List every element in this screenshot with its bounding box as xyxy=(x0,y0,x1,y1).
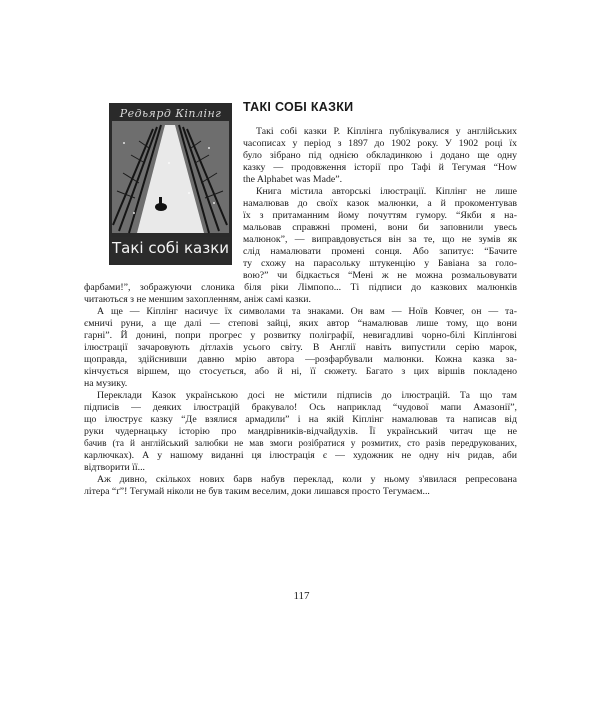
text-line: гарні”. Й донині, попри прогрес у розвитку поліграфії, невигадливі чорно-білі Кіплінгові xyxy=(84,330,517,341)
text-line: фарбами!”, зображуючи слоника біля ріки Лімпопо... Ті підписи до казкових малюнків xyxy=(84,282,517,293)
cover-title-line1: Такі собі xyxy=(111,239,180,257)
text-line: слід намалювати промені сонця. Або запитує: “Бачите xyxy=(243,246,517,257)
text-line: ту схожу на парасольку штукенцію у Бавіана за голо- xyxy=(243,258,517,269)
text-line: Такі собі казки Р. Кіплінга публікувалися у англійських xyxy=(256,126,517,137)
text-line: малюнок”, — виправдовується він за те, що не зумів як xyxy=(243,234,517,245)
text-line: Переклади Казок українською досі не містили підписів до ілюстрацій. Та що там xyxy=(97,390,517,401)
page-title: ТАКІ СОБІ КАЗКИ xyxy=(243,100,354,114)
text-line: щоправда, здійснивши давню мрію автора —розфарбували малюнки. Кожна казка за- xyxy=(84,354,517,365)
text-line: літера “ґ”! Тегумай ніколи не був таким веселим, доки лишався просто Тегумаєм... xyxy=(84,486,430,497)
text-line: на музику. xyxy=(84,378,128,389)
text-line: ємничі руни, а ще далі — степові зайці, яких автор “намалював лише тому, що вони xyxy=(84,318,517,329)
text-line: мальовав справжні промені, вони би заповнили увесь xyxy=(243,222,517,233)
text-line: відтворити її... xyxy=(84,462,145,473)
text-line: кінчується віршем, що стосується, або й ні, її сюжету. Багато з цих віршів покладено xyxy=(84,366,517,377)
text-line: А ще — Кіплінг насичує їх символами та знаками. Он вам — Ноїв Ковчег, он — та- xyxy=(97,306,517,317)
cover-title-line2: казки xyxy=(183,239,230,257)
text-line: Книга містила авторські ілюстрації. Кіплінг не лише xyxy=(256,186,517,197)
text-line: Аж дивно, скількох нових барв набув переклад, коли у ньому з'явилася репресована xyxy=(97,474,517,485)
text-line: карлючках). А у нашому виданні ця ілюстрація є — художник не одну ніч ридав, аби xyxy=(84,450,517,461)
text-line: руки чудернацьку історію про мандрівників-відчайдухів. Її український читач ще не xyxy=(84,426,517,437)
text-line: намалював до своїх казок малюнки, а й прокоментував xyxy=(243,198,517,209)
page-number: 117 xyxy=(293,590,310,602)
text-line: що ілюструє казку “Де взялися армадили” і на якій Кіплінг намалював та написав від xyxy=(84,414,517,425)
text-line: їх з притаманним йому почуттям гумору. “Якби я на- xyxy=(243,210,517,221)
text-line: бачив (та й англійський залюбки не мав змоги розібратися у розмитих, сто разів передрукованих, xyxy=(84,439,517,449)
text-line: читаються з не меншим захопленням, аніж самі казки. xyxy=(84,294,311,305)
text-line: було зібрано під однією обкладинкою і додано ще одну xyxy=(243,150,517,161)
text-line: ілюстрації зачаровують дітлахів усього світу. В Англії навіть випустили серію марок, xyxy=(84,342,517,353)
text-line: казку — продовження історії про Тафі й Тегумая “How xyxy=(243,162,517,173)
text-line: часописах у період з 1897 до 1902 року. У 1902 році їх xyxy=(243,138,517,149)
text-line: вою?” чи бідкається “Мені ж не можна розмальовувати xyxy=(243,270,517,281)
cover-title xyxy=(111,237,230,263)
cover-author: Редьярд Кіплінг xyxy=(119,107,222,120)
book-cover-image xyxy=(109,103,232,265)
text-line: the Alphabet was Made”. xyxy=(243,174,343,185)
text-line: підписів — деяких ілюстрацій бракувало! Ось наприклад “чудової мапи Амазонії”, xyxy=(84,402,517,413)
